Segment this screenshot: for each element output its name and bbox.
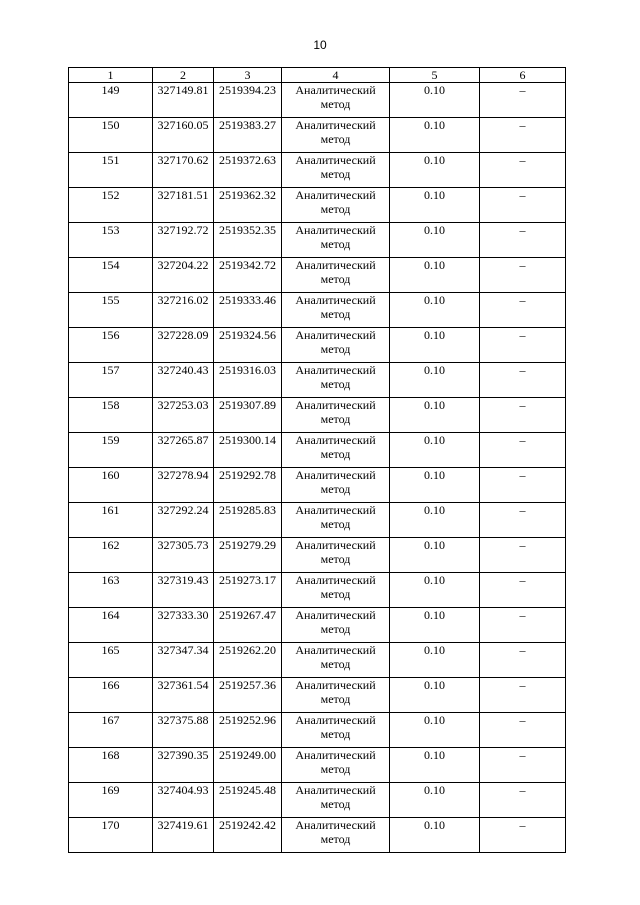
table-row (69, 468, 566, 503)
accuracy-cell: 0.10 (390, 608, 480, 643)
y-coordinate-cell: 2519352.35 (214, 223, 282, 258)
method-cell (282, 468, 390, 503)
y-coordinate-cell: 2519316.03 (214, 363, 282, 398)
accuracy-cell: 0.10 (390, 328, 480, 363)
method-line-2: метод (320, 377, 351, 391)
method-line-1: Аналитический (295, 153, 376, 167)
accuracy-cell: 0.10 (390, 223, 480, 258)
table-row (69, 258, 566, 293)
method-line-1: Аналитический (295, 328, 376, 342)
point-number-cell: 156 (69, 328, 153, 363)
table-row (69, 83, 566, 118)
header-col-3: 3 (214, 68, 282, 83)
method-cell (282, 783, 390, 818)
method-cell (282, 713, 390, 748)
method-cell (282, 748, 390, 783)
x-coordinate-cell: 327181.51 (153, 188, 214, 223)
header-col-1: 1 (69, 68, 153, 83)
y-coordinate-cell: 2519279.29 (214, 538, 282, 573)
note-cell: – (480, 83, 566, 118)
y-coordinate-cell: 2519300.14 (214, 433, 282, 468)
method-line-1: Аналитический (295, 748, 376, 762)
method-line-1: Аналитический (295, 188, 376, 202)
x-coordinate-cell: 327319.43 (153, 573, 214, 608)
method-line-1: Аналитический (295, 643, 376, 657)
method-line-2: метод (320, 272, 351, 286)
method-cell (282, 223, 390, 258)
point-number-cell: 152 (69, 188, 153, 223)
y-coordinate-cell: 2519307.89 (214, 398, 282, 433)
method-line-2: метод (320, 132, 351, 146)
method-line-1: Аналитический (295, 433, 376, 447)
table-row (69, 363, 566, 398)
y-coordinate-cell: 2519257.36 (214, 678, 282, 713)
accuracy-cell: 0.10 (390, 573, 480, 608)
method-line-2: метод (320, 692, 351, 706)
point-number-cell: 165 (69, 643, 153, 678)
accuracy-cell: 0.10 (390, 713, 480, 748)
x-coordinate-cell: 327192.72 (153, 223, 214, 258)
note-cell: – (480, 258, 566, 293)
header-col-2: 2 (153, 68, 214, 83)
note-cell: – (480, 538, 566, 573)
method-line-1: Аналитический (295, 293, 376, 307)
y-coordinate-cell: 2519383.27 (214, 118, 282, 153)
accuracy-cell: 0.10 (390, 678, 480, 713)
point-number-cell: 162 (69, 538, 153, 573)
method-line-2: метод (320, 167, 351, 181)
accuracy-cell: 0.10 (390, 433, 480, 468)
method-cell (282, 573, 390, 608)
note-cell: – (480, 293, 566, 328)
header-row (69, 68, 566, 83)
point-number-cell: 164 (69, 608, 153, 643)
method-line-1: Аналитический (295, 783, 376, 797)
accuracy-cell: 0.10 (390, 643, 480, 678)
method-line-2: метод (320, 447, 351, 461)
note-cell: – (480, 748, 566, 783)
accuracy-cell: 0.10 (390, 363, 480, 398)
method-cell (282, 643, 390, 678)
x-coordinate-cell: 327419.61 (153, 818, 214, 853)
header-col-6: 6 (480, 68, 566, 83)
method-line-2: метод (320, 342, 351, 356)
note-cell: – (480, 328, 566, 363)
note-cell: – (480, 398, 566, 433)
method-cell (282, 503, 390, 538)
point-number-cell: 167 (69, 713, 153, 748)
table-row (69, 678, 566, 713)
accuracy-cell: 0.10 (390, 83, 480, 118)
method-line-2: метод (320, 727, 351, 741)
point-number-cell: 160 (69, 468, 153, 503)
method-cell (282, 398, 390, 433)
table-row (69, 153, 566, 188)
method-line-2: метод (320, 97, 351, 111)
y-coordinate-cell: 2519362.32 (214, 188, 282, 223)
header-col-4: 4 (282, 68, 390, 83)
header-col-5: 5 (390, 68, 480, 83)
table-row (69, 118, 566, 153)
method-line-1: Аналитический (295, 678, 376, 692)
method-line-2: метод (320, 307, 351, 321)
method-line-2: метод (320, 552, 351, 566)
accuracy-cell: 0.10 (390, 398, 480, 433)
method-line-2: метод (320, 517, 351, 531)
note-cell: – (480, 223, 566, 258)
note-cell: – (480, 363, 566, 398)
point-number-cell: 169 (69, 783, 153, 818)
y-coordinate-cell: 2519252.96 (214, 713, 282, 748)
table-row (69, 188, 566, 223)
method-cell (282, 293, 390, 328)
note-cell: – (480, 608, 566, 643)
table-row (69, 818, 566, 853)
note-cell: – (480, 818, 566, 853)
method-cell (282, 433, 390, 468)
accuracy-cell: 0.10 (390, 818, 480, 853)
x-coordinate-cell: 327149.81 (153, 83, 214, 118)
method-line-1: Аналитический (295, 713, 376, 727)
note-cell: – (480, 118, 566, 153)
table-row (69, 713, 566, 748)
x-coordinate-cell: 327404.93 (153, 783, 214, 818)
note-cell: – (480, 188, 566, 223)
method-cell (282, 363, 390, 398)
accuracy-cell: 0.10 (390, 748, 480, 783)
x-coordinate-cell: 327170.62 (153, 153, 214, 188)
x-coordinate-cell: 327204.22 (153, 258, 214, 293)
point-number-cell: 158 (69, 398, 153, 433)
y-coordinate-cell: 2519333.46 (214, 293, 282, 328)
method-line-1: Аналитический (295, 608, 376, 622)
table-row (69, 538, 566, 573)
page-number: 10 (313, 38, 327, 52)
table-row (69, 223, 566, 258)
x-coordinate-cell: 327253.03 (153, 398, 214, 433)
method-line-1: Аналитический (295, 818, 376, 832)
x-coordinate-cell: 327333.30 (153, 608, 214, 643)
method-cell (282, 328, 390, 363)
x-coordinate-cell: 327240.43 (153, 363, 214, 398)
table-row (69, 573, 566, 608)
method-line-1: Аналитический (295, 468, 376, 482)
method-line-1: Аналитический (295, 118, 376, 132)
y-coordinate-cell: 2519285.83 (214, 503, 282, 538)
accuracy-cell: 0.10 (390, 293, 480, 328)
x-coordinate-cell: 327228.09 (153, 328, 214, 363)
point-number-cell: 157 (69, 363, 153, 398)
point-number-cell: 170 (69, 818, 153, 853)
method-line-1: Аналитический (295, 398, 376, 412)
x-coordinate-cell: 327390.35 (153, 748, 214, 783)
accuracy-cell: 0.10 (390, 503, 480, 538)
x-coordinate-cell: 327375.88 (153, 713, 214, 748)
x-coordinate-cell: 327265.87 (153, 433, 214, 468)
table-row (69, 328, 566, 363)
accuracy-cell: 0.10 (390, 258, 480, 293)
method-line-2: метод (320, 202, 351, 216)
method-cell (282, 188, 390, 223)
method-line-2: метод (320, 832, 351, 846)
method-line-2: метод (320, 412, 351, 426)
x-coordinate-cell: 327216.02 (153, 293, 214, 328)
table-row (69, 398, 566, 433)
table-row (69, 748, 566, 783)
accuracy-cell: 0.10 (390, 153, 480, 188)
table-row (69, 608, 566, 643)
accuracy-cell: 0.10 (390, 468, 480, 503)
method-line-1: Аналитический (295, 363, 376, 377)
point-number-cell: 163 (69, 573, 153, 608)
y-coordinate-cell: 2519372.63 (214, 153, 282, 188)
method-cell (282, 153, 390, 188)
y-coordinate-cell: 2519249.00 (214, 748, 282, 783)
table-row (69, 433, 566, 468)
y-coordinate-cell: 2519262.20 (214, 643, 282, 678)
method-cell (282, 678, 390, 713)
table-row (69, 783, 566, 818)
table-header (69, 68, 566, 83)
point-number-cell: 159 (69, 433, 153, 468)
point-number-cell: 154 (69, 258, 153, 293)
method-cell (282, 258, 390, 293)
method-line-1: Аналитический (295, 223, 376, 237)
point-number-cell: 153 (69, 223, 153, 258)
point-number-cell: 149 (69, 83, 153, 118)
method-line-1: Аналитический (295, 83, 376, 97)
method-line-2: метод (320, 797, 351, 811)
point-number-cell: 168 (69, 748, 153, 783)
point-number-cell: 166 (69, 678, 153, 713)
x-coordinate-cell: 327292.24 (153, 503, 214, 538)
accuracy-cell: 0.10 (390, 538, 480, 573)
note-cell: – (480, 573, 566, 608)
note-cell: – (480, 433, 566, 468)
accuracy-cell: 0.10 (390, 188, 480, 223)
y-coordinate-cell: 2519394.23 (214, 83, 282, 118)
y-coordinate-cell: 2519242.42 (214, 818, 282, 853)
y-coordinate-cell: 2519292.78 (214, 468, 282, 503)
method-line-2: метод (320, 237, 351, 251)
y-coordinate-cell: 2519245.48 (214, 783, 282, 818)
method-line-2: метод (320, 762, 351, 776)
method-line-2: метод (320, 622, 351, 636)
coordinates-table (68, 67, 566, 853)
table-body (69, 83, 566, 853)
note-cell: – (480, 678, 566, 713)
point-number-cell: 155 (69, 293, 153, 328)
x-coordinate-cell: 327347.34 (153, 643, 214, 678)
table-row (69, 643, 566, 678)
method-line-1: Аналитический (295, 258, 376, 272)
note-cell: – (480, 643, 566, 678)
accuracy-cell: 0.10 (390, 118, 480, 153)
note-cell: – (480, 783, 566, 818)
method-line-2: метод (320, 657, 351, 671)
y-coordinate-cell: 2519267.47 (214, 608, 282, 643)
method-cell (282, 83, 390, 118)
method-cell (282, 818, 390, 853)
y-coordinate-cell: 2519273.17 (214, 573, 282, 608)
method-line-1: Аналитический (295, 503, 376, 517)
point-number-cell: 150 (69, 118, 153, 153)
point-number-cell: 151 (69, 153, 153, 188)
method-line-2: метод (320, 587, 351, 601)
x-coordinate-cell: 327361.54 (153, 678, 214, 713)
x-coordinate-cell: 327160.05 (153, 118, 214, 153)
note-cell: – (480, 153, 566, 188)
note-cell: – (480, 468, 566, 503)
note-cell: – (480, 713, 566, 748)
y-coordinate-cell: 2519342.72 (214, 258, 282, 293)
method-cell (282, 608, 390, 643)
x-coordinate-cell: 327305.73 (153, 538, 214, 573)
method-line-1: Аналитический (295, 538, 376, 552)
y-coordinate-cell: 2519324.56 (214, 328, 282, 363)
method-line-2: метод (320, 482, 351, 496)
method-cell (282, 538, 390, 573)
accuracy-cell: 0.10 (390, 783, 480, 818)
table-row (69, 293, 566, 328)
point-number-cell: 161 (69, 503, 153, 538)
x-coordinate-cell: 327278.94 (153, 468, 214, 503)
method-line-1: Аналитический (295, 573, 376, 587)
note-cell: – (480, 503, 566, 538)
method-cell (282, 118, 390, 153)
table-row (69, 503, 566, 538)
